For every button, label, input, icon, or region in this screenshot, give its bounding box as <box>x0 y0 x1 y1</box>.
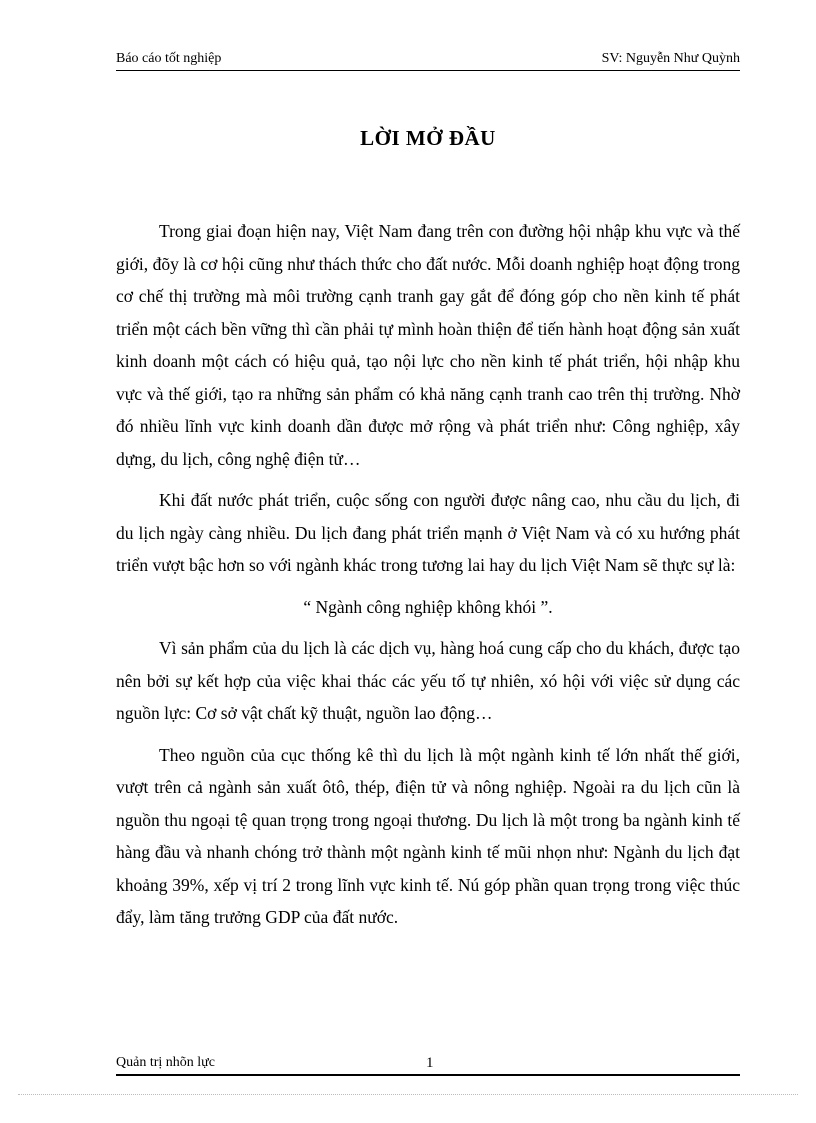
page-header <box>116 50 740 71</box>
page-footer <box>116 1053 740 1076</box>
paragraph-2: Khi đất nước phát triển, cuộc sống con người được nâng cao, nhu cầu du lịch, đi du lịch ngày càng nhiều. Du lịch đang phát triển mạnh ở Việt Nam và có xu hướng phát triển vượt bậc hơn so với ngành khác trong tương lai hay du lịch Việt Nam sẽ thực sự là: <box>116 490 740 575</box>
paragraph-4: Theo nguồn của cục thống kê thì du lịch là một ngành kinh tế lớn nhất thế giới, vượt trên cả ngành sản xuất ôtô, thép, điện tử và nông nghiệp. Ngoài ra du lịch cũn là nguồn thu ngoại tệ quan trọng trong ngoại thương. Du lịch là một trong ba ngành kinh tế hàng đầu và nhanh chóng trở thành một ngành kinh tế mũi nhọn như: Ngành du lịch đạt khoảng 39%, xếp vị trí 2 trong lĩnh vực kinh tế. Nú góp phần quan trọng trong việc thúc đẩy, làm tăng trưởng GDP của đất nước. <box>116 744 740 927</box>
quote-line: “ Ngành công nghiệp không khói ”. <box>303 596 553 617</box>
header-student-name: SV: Nguyễn Như Quỳnh <box>601 51 740 66</box>
page-number: 1 <box>426 1055 434 1071</box>
header-report-type: Báo cáo tốt nghiệp <box>116 51 222 66</box>
footer-subject: Quản trị nhõn lực <box>116 1055 215 1070</box>
paragraph-3: Vì sản phẩm của du lịch là các dịch vụ, hàng hoá cung cấp cho du khách, được tạo nên bởi sự kết hợp của việc khai thác các yếu tố tự nhiên, xó hội với việc sử dụng các nguồn lực: Cơ sở vật chất kỹ thuật, nguồn lao động… <box>116 638 740 723</box>
page-title: LỜI MỞ ĐẦU <box>360 126 496 150</box>
paragraph-1: Trong giai đoạn hiện nay, Việt Nam đang trên con đường hội nhập khu vực và thế giới, đõy là cơ hội cũng như thách thức cho đất nước. Mỗi doanh nghiệp hoạt động trong cơ chế thị trường mà môi trường cạnh tranh gay gắt để đóng góp cho nền kinh tế phát triển một cách bền vững thì cần phải tự mình hoàn thiện để tiến hành hoạt động sản xuất kinh doanh một cách có hiệu quả, tạo nội lực cho nền kinh tế phát triển, hội nhập khu vực và thế giới, tạo ra những sản phẩm có khả năng cạnh tranh cao trên thị trường. Nhờ đó nhiều lĩnh vực kinh doanh dần được mở rộng và phát triển như: Công nghiệp, xây dựng, du lịch, công nghệ điện tử… <box>116 221 740 469</box>
page-break-divider <box>18 1094 798 1095</box>
body-text <box>116 215 740 943</box>
